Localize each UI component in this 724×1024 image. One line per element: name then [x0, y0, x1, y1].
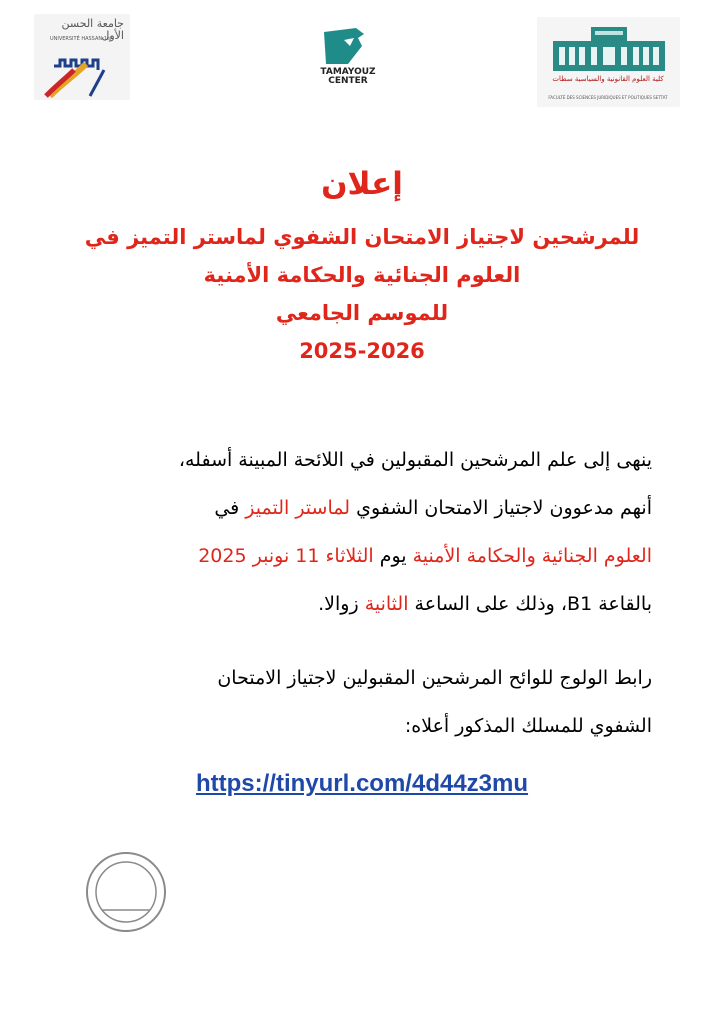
faculty-latin-name: FACULTÉ DES SCIENCES JURIDIQUES ET POLITIQUES SETTAT — [548, 95, 668, 100]
body-line-4-part-c: زوالا. — [318, 593, 365, 615]
announcement-year: 2025-2026 — [299, 339, 425, 363]
stamp-seal-icon — [84, 850, 168, 934]
body-paragraph-1 — [76, 436, 652, 628]
program-name: لماستر التميز — [245, 497, 351, 519]
tamayouz-name: TAMAYOUZ — [320, 67, 376, 77]
tamayouz-emblem-icon — [320, 24, 376, 68]
body-line-2-part-a: أنهم مدعوون لاجتياز الامتحان الشفوي — [350, 497, 652, 519]
lists-link[interactable]: https://tinyurl.com/4d44z3mu — [195, 770, 529, 797]
announcement-header — [60, 160, 664, 370]
body-line-1: ينهى إلى علم المرشحين المقبولين في اللائحة المبينة أسفله، — [178, 449, 652, 471]
university-logo — [34, 14, 130, 100]
body-line-3-part-b: يوم — [373, 545, 413, 567]
official-stamp — [84, 850, 168, 934]
university-emblem-icon — [44, 52, 114, 98]
tamayouz-logo — [298, 22, 398, 92]
body-line-5: رابط الولوج للوائح المرشحين المقبولين لاجتياز الامتحان — [217, 667, 652, 689]
exam-time: الثانية — [364, 593, 409, 615]
announcement-subtitle-line2: العلوم الجنائية والحكامة الأمنية — [203, 263, 521, 287]
body-line-4-part-a: بالقاعة B1، وذلك على الساعة — [408, 593, 652, 615]
faculty-arabic-name: كلية العلوم القانونية والسياسية سطات — [552, 75, 664, 83]
tamayouz-subname: CENTER — [328, 76, 368, 86]
body-line-4 — [76, 580, 652, 628]
announcement-subtitle-line1: للمرشحين لاجتياز الامتحان الشفوي لماستر التميز في — [84, 225, 640, 249]
faculty-building-icon — [551, 23, 667, 75]
body-paragraph-2 — [76, 654, 652, 750]
university-latin-name: UNIVERSITÉ HASSAN 1er — [49, 36, 113, 42]
body-line-2-part-c: في — [214, 497, 246, 519]
body-line-3 — [76, 532, 652, 580]
announcement-subtitle-line3: للموسم الجامعي — [275, 301, 449, 325]
body-line-6: الشفوي للمسلك المذكور أعلاه: — [404, 715, 652, 737]
announcement-heading: إعلان — [321, 166, 403, 202]
program-field: العلوم الجنائية والحكامة الأمنية — [412, 545, 652, 567]
body-line-2 — [76, 484, 652, 532]
exam-date: الثلاثاء 11 نونبر 2025 — [198, 545, 374, 567]
university-arabic-name: جامعة الحسن الأول — [61, 17, 124, 42]
faculty-logo — [537, 17, 680, 107]
